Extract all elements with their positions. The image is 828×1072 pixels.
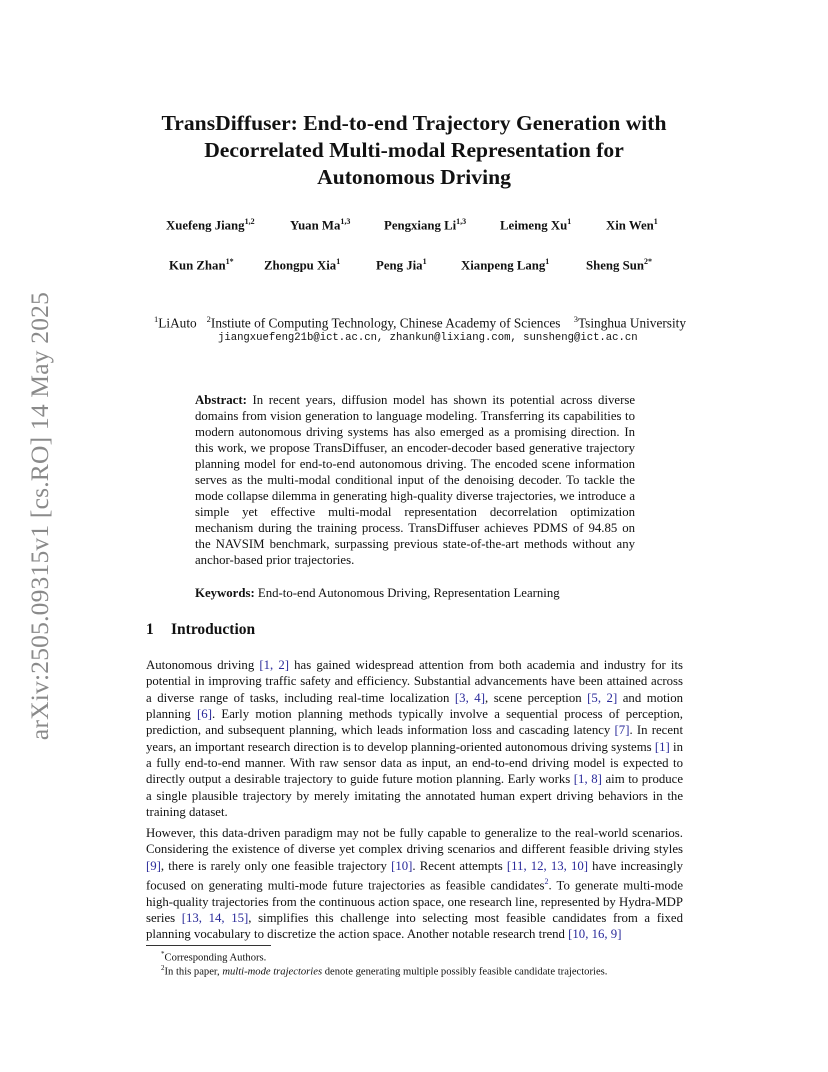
section-title: Introduction [171,621,256,638]
paragraph-text: Autonomous driving [146,658,260,672]
citation-link[interactable]: [7] [614,723,630,738]
abstract-text: In recent years, diffusion model has shown its potential across diverse domains from vision generation to language modeling. Transferring its capabilities to modern autonomous driving systems has also emerged as a promising direction. In this work, we propose TransDiffuser, an encoder-decoder based generative trajectory planning model for end-to-end autonomous driving. The encoded scene information serves as the multi-modal conditional input of the denoising decoder. To tackle the mode collapse dilemma in generating high-quality diverse trajectories, we introduce a simple yet effective multi-modal representation decorrelation optimization mechanism during the training process. TransDiffuser achieves PDMS of 94.85 on the NAVSIM benchmark, surpassing previous state-of-the-art methods without any anchor-based prior trajectories. [195,393,635,568]
paragraph-text: , there is rarely only one feasible trajectory [160,858,392,873]
paragraph-text: has gained widespread attention from both academia and industry for its potential in improving traffic safety and efficiency. Substantial advancements have been attained across a diverse range of tasks, including real-time localization [146,658,683,705]
intro-paragraph-2 [146,825,683,943]
citation-link[interactable]: [5, 2] [587,690,618,705]
paper-title [100,110,728,191]
title-line: Decorrelated Multi-modal Representation for [204,138,624,162]
footnote: $^2$In this paper, multi-mode trajectories denote generating multiple possibly feasible candidate trajectories. [161,964,608,978]
author-emails: jiangxuefeng21b@ict.ac.cn, zhankun@lixiang.com, sunsheng@ict.ac.cn [218,332,638,344]
author: Peng Jia$^1$ [376,257,427,273]
paragraph-text: , simplifies this challenge into selecting most feasible candidates from a fixed planning vocabulary to discretize the action space. Another notable research trend [146,910,683,942]
abstract-label: Abstract: [195,393,247,407]
paragraph-text: However, this data-driven paradigm may not be fully capable to generalize to the real-world scenarios. Considering the existence of diverse yet complex driving scenarios and different feasible driving styles [146,826,683,857]
paragraph-text: . Early motion planning methods typically involve a sequential process of perception, prediction, and subsequent planning, which leads information loss and cascading latency [146,707,684,738]
citation-link[interactable]: [13, 14, 15] [181,910,249,925]
intro-paragraph-1 [146,657,683,820]
citation-link[interactable]: [9] [146,858,161,873]
citation-link[interactable]: [11, 12, 13, 10] [506,858,589,873]
affiliations: $^1$LiAuto $^2$Instiute of Computing Technology, Chinese Academy of Sciences $^3$Tsinghua University [154,314,687,331]
citation-link[interactable]: [1] [654,739,670,754]
author: Yuan Ma$^{1,3}$ [290,217,351,233]
author: Xianpeng Lang$^1$ [461,257,550,273]
author: Xuefeng Jiang$^{1,2}$ [166,217,255,233]
paragraph-text: . Recent attempts [412,858,507,873]
affiliation: LiAuto [158,315,197,331]
arxiv-stamp [22,272,58,760]
paragraph-text: , scene perception [484,690,588,705]
section-number: 1 [146,621,154,638]
keywords-text: End-to-end Autonomous Driving, Representation Learning [257,586,560,600]
paragraph-text: aim to produce a single plausible trajectory by merely imitating the annotated human expert driving behaviors in the training dataset. [146,772,683,820]
title-line: TransDiffuser: End-to-end Trajectory Generation with [161,111,667,135]
citation-link[interactable]: [3, 4] [454,690,485,705]
author: Pengxiang Li$^{1,3}$ [384,217,467,233]
section-heading [146,621,255,639]
footnote: *Corresponding Authors. [161,950,267,964]
paragraph-text: have increasingly focused on generating multi-mode future trajectories as feasible candidates [146,858,683,893]
citation-link[interactable]: [10] [391,858,413,873]
footnote-rule [146,945,271,946]
citation-link[interactable]: [6] [197,707,212,722]
citation-link[interactable]: [1, 8] [573,772,602,787]
paragraph-text: . To generate multi-mode high-quality trajectories from the continuous action space, one research line, represented by Hydra-MDP series [146,878,683,925]
keywords [195,586,560,601]
title-line: Autonomous Driving [317,165,511,189]
affiliation: Instiute of Computing Technology, Chinese Academy of Sciences [210,315,561,331]
footnote-marker[interactable]: 2 [544,877,549,887]
paragraph-text: . In recent years, an important research direction is to develop planning-oriented autonomous driving systems [146,723,683,754]
author: Sheng Sun$^{2*}$ [586,257,652,273]
author: Zhongpu Xia$^1$ [264,257,341,273]
paragraph-text: in a fully end-to-end manner. With raw sensor data as input, an end-to-end driving model is expected to directly output a desirable trajectory to guide future motion planning. Early works [146,739,683,787]
paragraph-text: and motion planning [146,690,684,722]
author: Xin Wen$^1$ [606,217,658,233]
author: Leimeng Xu$^1$ [500,217,572,233]
arxiv-identifier: arXiv:2505.09315v1 [cs.RO] 14 May 2025 [25,291,54,741]
affiliation: Tsinghua University [577,315,687,331]
citation-link[interactable]: [10, 16, 9] [568,927,622,942]
author: Kun Zhan$^{1*}$ [169,257,234,273]
citation-link[interactable]: [1, 2] [259,658,289,672]
keywords-label: Keywords: [195,586,255,600]
abstract [195,392,635,569]
